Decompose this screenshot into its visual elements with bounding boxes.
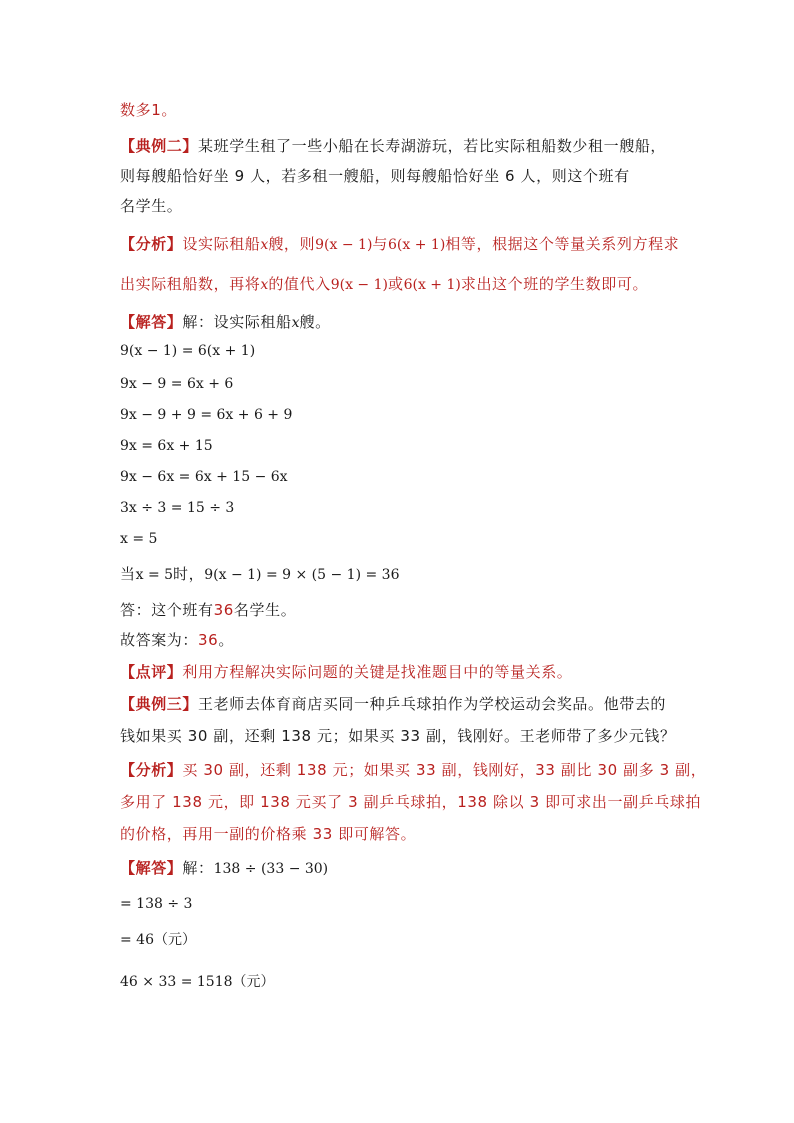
tag-comment: 【点评】: [120, 663, 183, 681]
step-2: = 46（元）: [120, 932, 196, 948]
equation-6: 3x ÷ 3 = 15 ÷ 3: [120, 500, 235, 516]
example-2-text: 某班学生租了一些小船在长寿湖游玩，若比实际租船数少租一艘船，: [198, 137, 667, 155]
example-2-heading: [120, 136, 666, 156]
substitution-line: 当x = 5时，9(x − 1) = 9 × (5 − 1) = 36: [120, 565, 400, 583]
tag-answer: 【解答】: [120, 313, 183, 331]
analysis-line-1: 【分析】设实际租船x艘，则9(x − 1)与6(x + 1)相等，根据这个等量关系列方程求: [120, 235, 680, 253]
analysis-3-line-3: 的价格，再用一副的价格乘 33 即可解答。: [120, 825, 417, 843]
step-1: = 138 ÷ 3: [120, 896, 193, 912]
text-continuation: 数多1。: [120, 101, 177, 119]
equation-3: 9x − 9 + 9 = 6x + 6 + 9: [120, 407, 293, 423]
tag-analysis-3: 【分析】: [120, 761, 183, 779]
answer-heading-1: 【解答】解：设实际租船x艘。: [120, 313, 331, 331]
final-answer: 故答案为：36。: [120, 631, 234, 649]
tag-example-2: 【典例二】: [120, 137, 199, 155]
analysis-line-2: 出实际租船数，再将x的值代入9(x − 1)或6(x + 1)求出这个班的学生数即可。: [120, 275, 649, 293]
analysis-3-line-1: 【分析】买 30 副，还剩 138 元；如果买 33 副，钱刚好，33 副比 30 副多 3 副，: [120, 761, 707, 779]
answer-statement: 答：这个班有36名学生。: [120, 601, 297, 619]
step-3: 46 × 33 = 1518（元）: [120, 974, 275, 990]
equation-7: x = 5: [120, 531, 158, 547]
comment-line: 【点评】利用方程解决实际问题的关键是找准题目中的等量关系。: [120, 663, 573, 681]
equation-5: 9x − 6x = 6x + 15 − 6x: [120, 469, 288, 485]
text-line-3: 则每艘船恰好坐 9 人，若多租一艘船，则每艘船恰好坐 6 人，则这个班有: [120, 167, 630, 185]
answer-3-heading: 【解答】解：138 ÷ (33 − 30): [120, 859, 329, 877]
tag-analysis: 【分析】: [120, 235, 183, 253]
text-line-20: 钱如果买 30 副，还剩 138 元；如果买 33 副，钱刚好。王老师带了多少元钱？: [120, 727, 676, 745]
analysis-3-line-2: 多用了 138 元，即 138 元买了 3 副乒乓球拍，138 除以 3 即可求出一副乒乓球拍: [120, 793, 702, 811]
example-3-heading: 【典例三】王老师去体育商店买同一种乒乓球拍作为学校运动会奖品。他带去的: [120, 695, 667, 713]
tag-example-3: 【典例三】: [120, 695, 199, 713]
equation-4: 9x = 6x + 15: [120, 438, 213, 454]
text-line-1: [120, 100, 177, 120]
tag-answer-3: 【解答】: [120, 859, 183, 877]
text-line-4: 名学生。: [120, 197, 183, 215]
equation-2: 9x − 9 = 6x + 6: [120, 376, 234, 392]
equation-1: 9(x − 1) = 6(x + 1): [120, 343, 256, 359]
